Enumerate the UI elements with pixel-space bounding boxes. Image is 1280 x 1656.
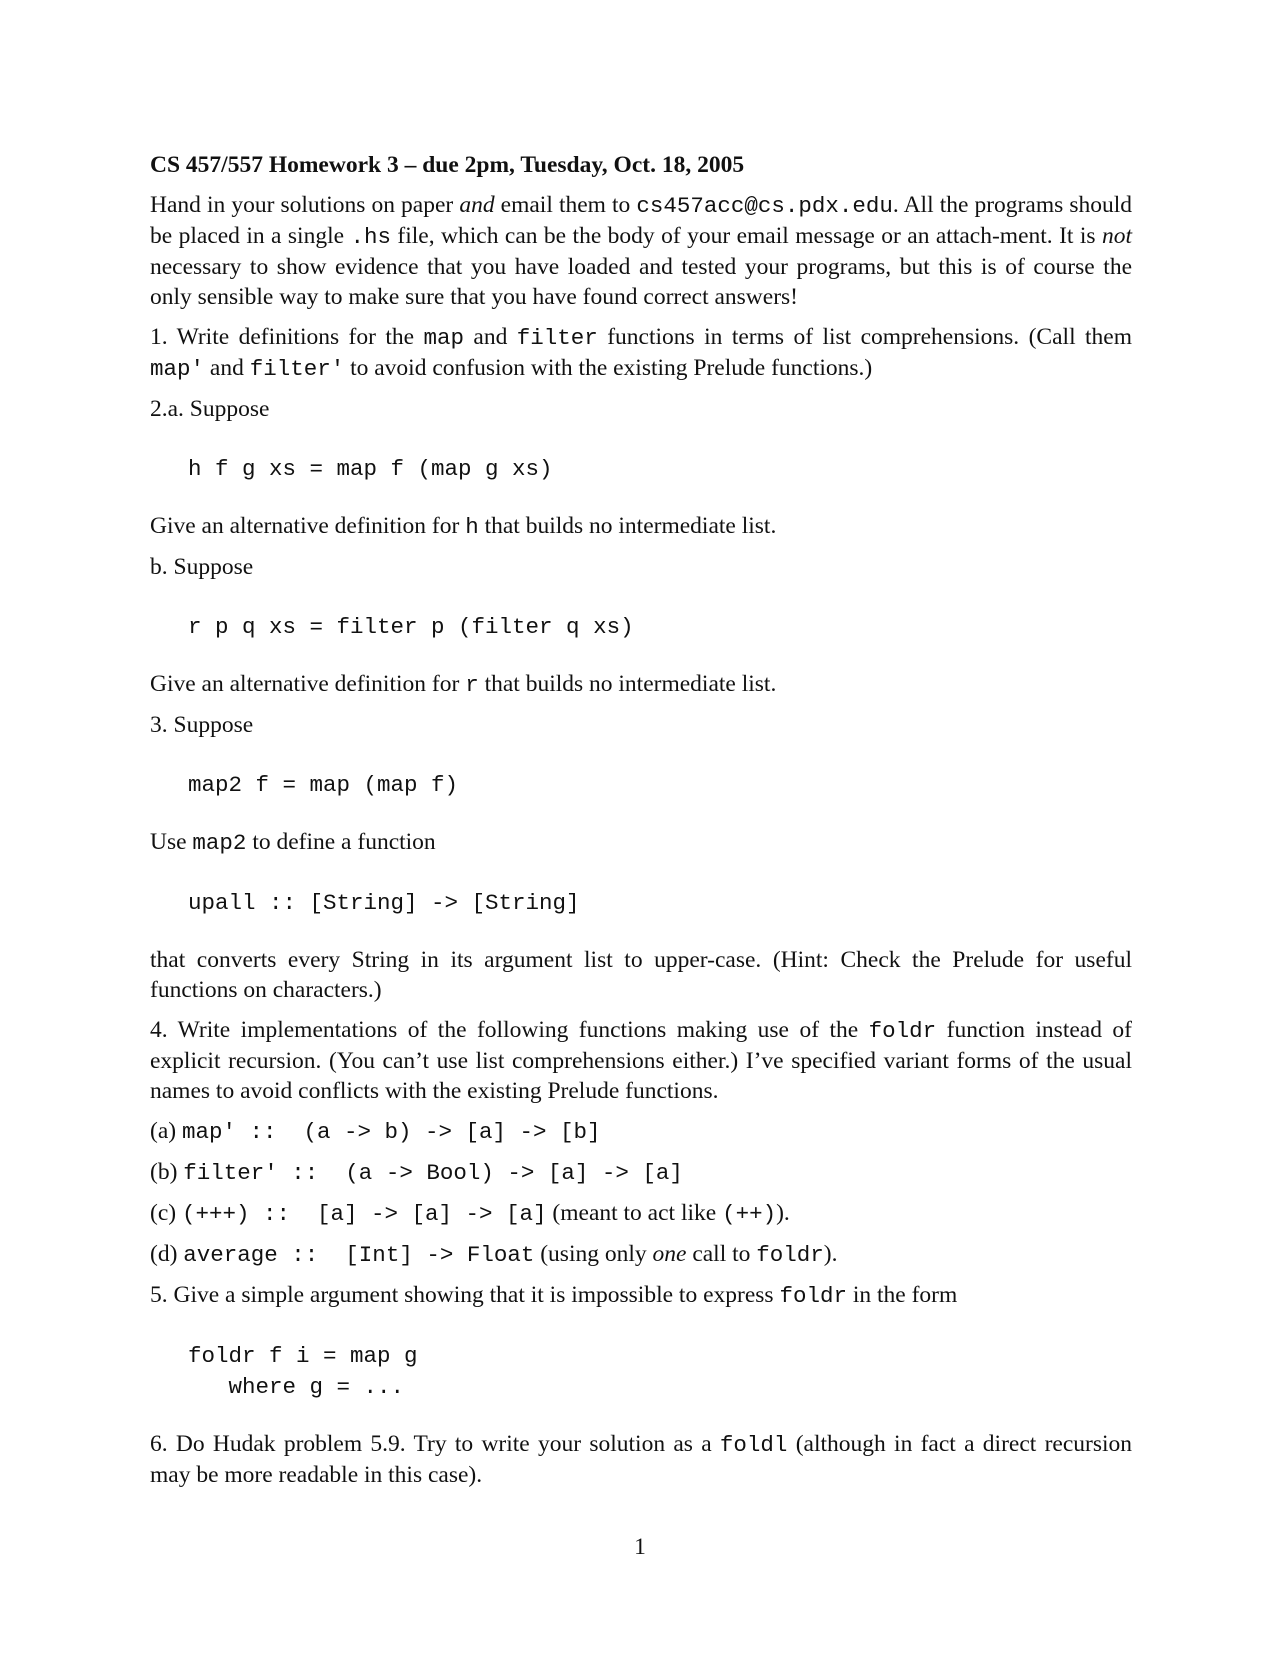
question-4a: (a) map' :: (a -> b) -> [a] -> [b] xyxy=(150,1118,601,1145)
question-4b: (b) filter' :: (a -> Bool) -> [a] -> [a] xyxy=(150,1159,683,1186)
question-3-text: Use map2 to define a function xyxy=(150,829,436,856)
question-2b-label: b. Suppose xyxy=(150,554,254,580)
question-2a-label: 2.a. Suppose xyxy=(150,396,270,422)
code-block-upall: upall :: [String] -> [String] xyxy=(188,890,580,916)
email-address: cs457acc@cs.pdx.edu xyxy=(636,193,893,219)
question-2b-text: Give an alternative definition for r that builds no intermediate list. xyxy=(150,671,777,698)
page-number: 1 xyxy=(634,1534,646,1560)
question-4d: (d) average :: [Int] -> Float (using only one call to foldr). xyxy=(150,1241,838,1268)
question-1: 1. Write definitions for the map and filter functions in terms of list comprehensions. (Call them map' and filter' to avoid confusion with the existing Prelude functions.) xyxy=(150,324,1133,382)
question-4: 4. Write implementations of the following functions making use of the foldr function instead of explicit recursion. (You can’t use list comprehensions either.) I’ve specified variant forms of the usual names to avoid conflicts with the existing Prelude functions. xyxy=(150,1017,1132,1104)
question-6: 6. Do Hudak problem 5.9. Try to write your solution as a foldl (although in fact a direct recursion may be more readable in this case). xyxy=(150,1431,1133,1488)
document-body xyxy=(150,150,1132,1500)
question-3-hint: that converts every String in its argument list to upper-case. (Hint: Check the Prelude for useful functions on characters.) xyxy=(150,947,1132,1003)
page-title: CS 457/557 Homework 3 – due 2pm, Tuesday, Oct. 18, 2005 xyxy=(150,152,745,178)
question-4c: (c) (+++) :: [a] -> [a] -> [a] (meant to act like (++)). xyxy=(150,1200,790,1227)
question-2a-text: Give an alternative definition for h that builds no intermediate list. xyxy=(150,513,777,540)
intro-paragraph: Hand in your solutions on paper and email them to cs457acc@cs.pdx.edu. All the programs should be placed in a single .hs file, which can be the body of your email message or an attach-ment. It is not necessary to show evidence that you have loaded and tested your programs, but this is of course the only sensible way to make sure that you have found correct answers! xyxy=(150,192,1132,310)
code-block-r: r p q xs = filter p (filter q xs) xyxy=(188,614,634,640)
question-3-label: 3. Suppose xyxy=(150,712,254,738)
code-block-h: h f g xs = map f (map g xs) xyxy=(188,456,553,482)
question-5: 5. Give a simple argument showing that it is impossible to express foldr in the form xyxy=(150,1282,958,1309)
code-block-foldr: foldr f i = map g where g = ... xyxy=(188,1343,418,1400)
code-block-map2: map2 f = map (map f) xyxy=(188,772,459,798)
